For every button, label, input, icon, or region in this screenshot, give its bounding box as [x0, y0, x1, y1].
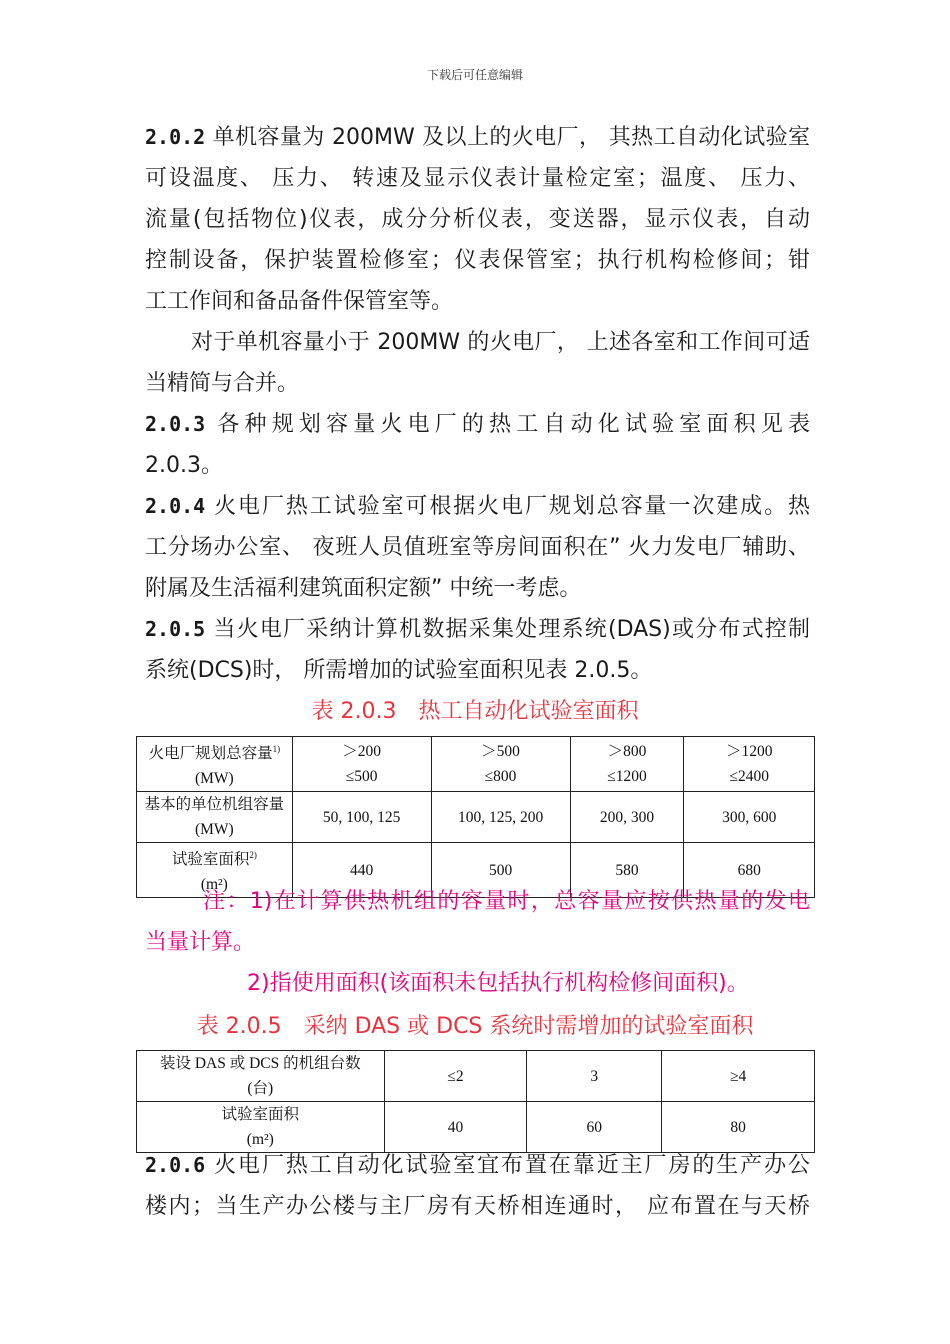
- line-text: 各种规划容量火电厂的热工自动化试验室面积见表: [205, 412, 810, 437]
- para-line: 附属及生活福利建筑面积定额” 中统一考虑。: [145, 576, 582, 601]
- table-2-0-5-caption: 表 2.0.5 采纳 DAS 或 DCS 系统时需增加的试验室面积: [196, 1014, 754, 1039]
- table-cell: ＞1200 ≤2400: [684, 737, 815, 792]
- table-cell: 680: [684, 843, 815, 898]
- section-2-0-5: [145, 609, 810, 691]
- clause-number: 2.0.6: [145, 1153, 206, 1177]
- row-header: [137, 792, 293, 843]
- para-line: 2.0.3。: [145, 453, 223, 478]
- para-line: 对于单机容量小于 200MW 的火电厂， 上述各室和工作间可适: [191, 330, 810, 355]
- page-header: 下载后可任意编辑: [426, 68, 523, 82]
- footnote-marker: 1): [272, 744, 281, 754]
- table-cell: ＞800 ≤1200: [570, 737, 684, 792]
- line-text: 火电厂热工试验室可根据火电厂规划总容量一次建成。热: [205, 494, 810, 519]
- para-line: 当精简与合并。: [145, 371, 300, 396]
- row-header: [137, 737, 293, 792]
- clause-number: 2.0.5: [145, 617, 206, 641]
- para-line: [145, 486, 810, 527]
- table-cell: 60: [527, 1102, 662, 1153]
- note-1-line-1: 注：1)在计算供热机组的容量时，总容量应按供热量的发电: [203, 889, 810, 914]
- row-header-unit: (台): [247, 1080, 274, 1097]
- row-header-text: 试验室面积: [221, 1106, 300, 1123]
- table-cell: ≤2: [384, 1051, 527, 1102]
- table-cell: 50, 100, 125: [292, 792, 431, 843]
- row-header-unit: (MW): [194, 821, 234, 839]
- row-header-text: 火电厂规划总容量: [148, 745, 273, 763]
- para-line: 楼内；当生产办公楼与主厂房有天桥相连通时， 应布置在与天桥: [145, 1194, 810, 1219]
- table-cell: ＞500 ≤800: [431, 737, 570, 792]
- table-cell: 80: [662, 1102, 815, 1153]
- table-2-0-5: [136, 1050, 815, 1153]
- para-line: [145, 404, 810, 445]
- para-line: [145, 1145, 810, 1186]
- line-text: 单机容量为 200MW 及以上的火电厂， 其热工自动化试验室: [205, 125, 810, 150]
- line-text: 火电厂热工自动化试验室宜布置在靠近主厂房的生产办公: [205, 1153, 810, 1178]
- para-line: 系统(DCS)时， 所需增加的试验室面积见表 2.0.5。: [145, 658, 653, 683]
- row-header-text: 装设 DAS 或 DCS 的机组台数: [159, 1055, 361, 1072]
- row-header: [137, 1051, 385, 1102]
- para-line: 控制设备，保护装置检修室；仪表保管室；执行机构检修间；钳: [145, 248, 810, 273]
- footnote-marker: 2): [249, 850, 257, 861]
- note-1-line-2: 当量计算。: [145, 930, 256, 955]
- section-2-0-2: [145, 117, 810, 322]
- row-header-unit: (MW): [194, 770, 234, 788]
- table-cell: 200, 300: [570, 792, 684, 843]
- clause-number: 2.0.2: [145, 125, 206, 149]
- line-text: 当火电厂采纳计算机数据采集处理系统(DAS)或分布式控制: [205, 617, 810, 642]
- table-cell: ＞200 ≤500: [292, 737, 431, 792]
- table-cell: ≥4: [662, 1051, 815, 1102]
- table-row: [137, 737, 815, 792]
- para-line: 可设温度、 压力、 转速及显示仪表计量检定室；温度、 压力、: [145, 166, 810, 191]
- para-line: 工工作间和备品备件保管室等。: [145, 289, 454, 314]
- row-header-text: 试验室面积: [171, 851, 250, 869]
- table-cell: 40: [384, 1102, 527, 1153]
- table-cell: 580: [570, 843, 684, 898]
- table-row: [137, 792, 815, 843]
- table-2-0-3-caption: 表 2.0.3 热工自动化试验室面积: [311, 699, 639, 724]
- note-2: 2)指使用面积(该面积未包括执行机构检修间面积)。: [247, 971, 749, 996]
- section-2-0-6: [145, 1145, 810, 1227]
- para-line: [145, 117, 810, 158]
- table-cell: 100, 125, 200: [431, 792, 570, 843]
- table-cell: 3: [527, 1051, 662, 1102]
- section-2-0-4: [145, 486, 810, 609]
- table-cell: 300, 600: [684, 792, 815, 843]
- para-line: [145, 609, 810, 650]
- para-line: 工分场办公室、 夜班人员值班室等房间面积在” 火力发电厂辅助、: [145, 535, 810, 560]
- table-row: [137, 1051, 815, 1102]
- row-header-unit: (m²): [200, 876, 228, 894]
- table-2-0-3: [136, 736, 815, 898]
- table-notes: [145, 881, 810, 1004]
- table-cell: 440: [292, 843, 431, 898]
- section-2-0-2-note: [145, 322, 810, 404]
- clause-number: 2.0.3: [145, 412, 206, 436]
- row-header-unit: (m²): [246, 1131, 274, 1148]
- row-header-text: 基本的单位机组容量: [144, 796, 285, 814]
- clause-number: 2.0.4: [145, 494, 206, 518]
- section-2-0-3: [145, 404, 810, 486]
- table-cell: 500: [431, 843, 570, 898]
- para-line: 流量(包括物位)仪表，成分分析仪表，变送器，显示仪表，自动: [145, 207, 810, 232]
